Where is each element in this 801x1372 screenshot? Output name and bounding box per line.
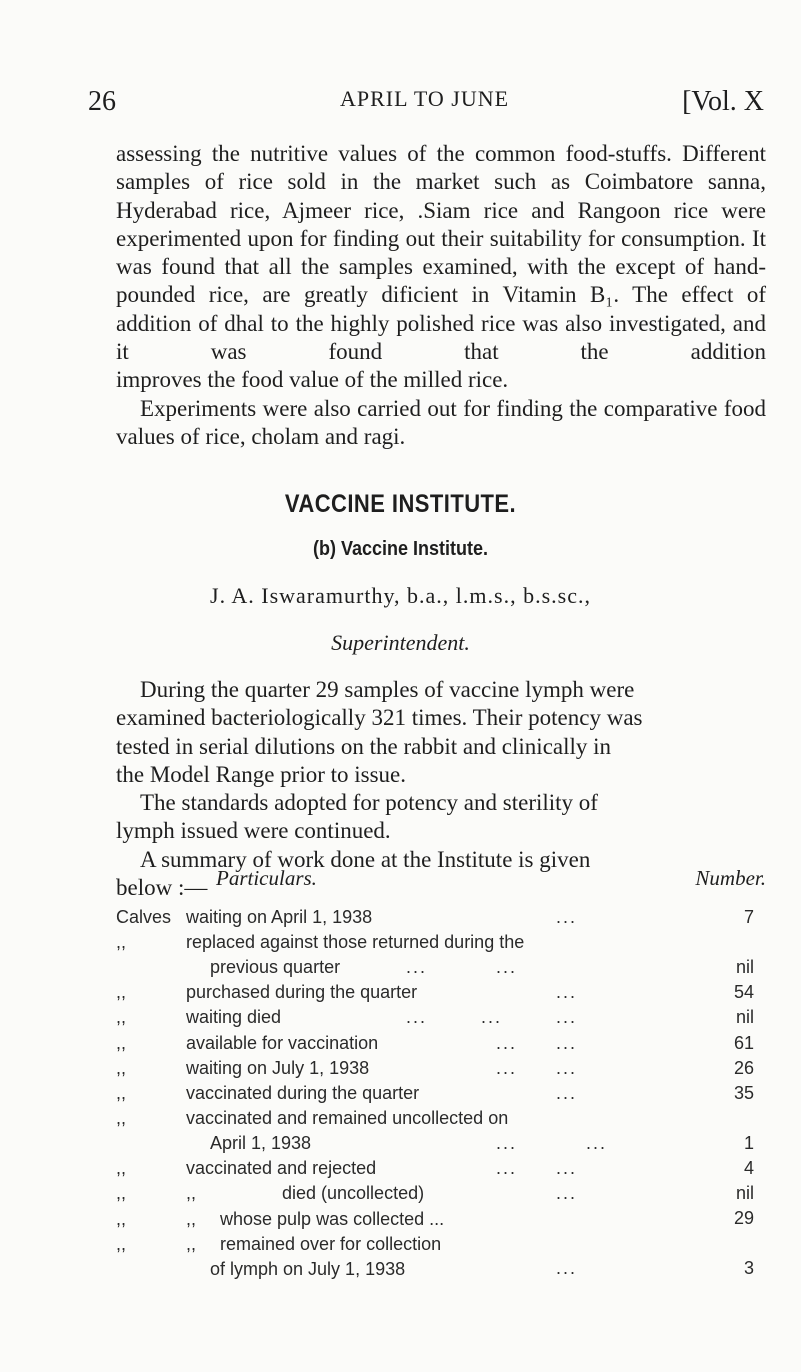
leader-dots: ...: [556, 1183, 578, 1204]
row-text: vaccinated and remained uncollected on: [186, 1108, 509, 1129]
intro-line: rice and Rangoon rice were experimented upon for finding: [116, 197, 766, 251]
leader-dots: ...: [556, 982, 578, 1003]
ditto-mark: ,,: [186, 1183, 197, 1204]
table-row: [116, 1181, 768, 1206]
leader-dots: ...: [481, 1007, 503, 1028]
ditto-mark: ,,: [186, 1208, 197, 1229]
leader-dots: ...: [556, 906, 578, 927]
row-text-continued: of lymph on July 1, 1938: [210, 1258, 406, 1279]
table-row: [116, 1081, 768, 1106]
table-row: [116, 980, 768, 1005]
running-title: APRIL TO JUNE: [340, 86, 510, 111]
table-row: [116, 1005, 768, 1030]
leader-dots: ...: [496, 1158, 518, 1179]
row-lead: Calves: [116, 907, 172, 927]
table-row: [116, 1056, 768, 1081]
number-column-header: Number.: [695, 866, 766, 890]
ditto-mark: ,,: [116, 982, 127, 1003]
row-text: waiting on April 1, 1938: [186, 907, 373, 927]
ditto-mark: ,,: [116, 1158, 127, 1179]
row-value: 29: [733, 1208, 754, 1229]
ditto-mark: ,,: [116, 1007, 127, 1028]
leader-dots: ...: [406, 956, 428, 977]
ditto-mark: ,,: [116, 1108, 127, 1129]
leader-dots: ...: [556, 1007, 578, 1028]
row-value: 4: [743, 1158, 754, 1179]
ditto-mark: ,,: [116, 1183, 127, 1204]
ditto-mark: ,,: [116, 1032, 127, 1053]
volume-label: [Vol. X: [682, 86, 764, 117]
intro-line: Different samples of rice sold in the market such as: [116, 141, 767, 195]
row-text: remained over for collection: [220, 1233, 442, 1254]
page-number: 26: [88, 86, 116, 117]
row-text: waiting on July 1, 1938: [186, 1057, 370, 1078]
table-row: [116, 1232, 768, 1282]
section-subtitle: (b) Vaccine Institute.: [312, 538, 489, 560]
row-value: 54: [733, 982, 754, 1003]
table-row: [116, 1207, 768, 1232]
leader-dots: ...: [496, 1032, 518, 1053]
row-text: purchased during the quarter: [186, 982, 418, 1003]
intro-line: Experiments were also carried out for finding the: [140, 395, 598, 421]
row-value: nil: [735, 1007, 754, 1028]
author-line: J. A. Iswaramurthy, b.a., l.m.s., b.s.sc.,: [210, 583, 591, 608]
row-text: whose pulp was collected ...: [220, 1208, 445, 1229]
body-line: The standards adopted for potency and sterility of: [140, 790, 598, 816]
body-line: During the quarter 29 samples of vaccine lymph were: [140, 677, 635, 702]
table-row: [116, 930, 768, 980]
summary-table: [116, 905, 768, 1282]
leader-dots: ...: [556, 1258, 578, 1279]
table-row: [116, 1106, 768, 1156]
ditto-mark: ,,: [116, 1082, 127, 1103]
particulars-column-header: Particulars.: [216, 866, 317, 890]
row-text: vaccinated and rejected: [186, 1158, 377, 1179]
table-row: [116, 905, 768, 930]
body-line: lymph issued were continued.: [116, 818, 391, 844]
section-title: VACCINE INSTITUTE.: [284, 490, 517, 518]
leader-dots: ...: [556, 1032, 578, 1053]
intro-line: out their suitability for consumption. It was found that: [116, 225, 766, 280]
intro-line: effect of addition of dhal to the highly polished rice was: [116, 282, 766, 336]
row-value: nil: [735, 1183, 754, 1204]
body-line: the Model Range prior to issue.: [116, 761, 407, 787]
ditto-mark: ,,: [116, 932, 127, 953]
leader-dots: ...: [496, 1132, 518, 1153]
row-value: nil: [735, 956, 754, 977]
row-text: available for vaccination: [186, 1032, 379, 1053]
body-line: tested in serial dilutions on the rabbit and clinically in: [116, 733, 612, 759]
row-text-continued: previous quarter: [210, 957, 341, 978]
row-value: 3: [743, 1258, 754, 1279]
intro-line: comparative food values of rice, cholam and ragi.: [116, 395, 767, 449]
row-text: waiting died: [186, 1007, 282, 1028]
row-value: 26: [733, 1057, 754, 1078]
intro-line: Coimbatore sanna, Hyderabad rice, Ajmeer rice, .Siam: [116, 169, 766, 223]
leader-dots: ...: [556, 1082, 578, 1103]
intro-line: improves the food value of the milled rice.: [116, 367, 509, 393]
row-text: died (uncollected): [282, 1183, 425, 1204]
row-text: replaced against those returned during the: [186, 932, 525, 953]
leader-dots: ...: [556, 1057, 578, 1078]
row-value: 7: [743, 906, 754, 927]
table-header: [116, 866, 766, 896]
row-value: 35: [733, 1082, 754, 1103]
table-row: [116, 1156, 768, 1181]
author-role: Superintendent.: [331, 630, 470, 655]
intro-line: pounded rice, are greatly dificient in Vitamin B₁. The: [116, 282, 668, 308]
page-header: [88, 86, 764, 126]
leader-dots: ...: [496, 956, 518, 977]
body-line: examined bacteriologically 321 times. Their potency was: [116, 705, 643, 731]
intro-line: assessing the nutritive values of the common food-stuffs.: [116, 141, 672, 166]
body-line: A summary of work done at the Institute is given: [140, 846, 591, 872]
row-text: vaccinated during the quarter: [186, 1082, 420, 1103]
leader-dots: ...: [586, 1132, 608, 1153]
leader-dots: ...: [496, 1057, 518, 1078]
intro-line: all the samples examined, with the except of hand-: [268, 254, 767, 280]
leader-dots: ...: [556, 1158, 578, 1179]
ditto-mark: ,,: [116, 1233, 127, 1254]
table-row: [116, 1031, 768, 1056]
leader-dots: ...: [406, 1007, 428, 1028]
intro-paragraph: [116, 140, 766, 451]
intro-line: also investigated, and it was found that the addition: [116, 310, 766, 365]
ditto-mark: ,,: [186, 1233, 197, 1254]
row-value: 61: [733, 1032, 754, 1053]
ditto-mark: ,,: [116, 1057, 127, 1078]
ditto-mark: ,,: [116, 1208, 127, 1229]
row-value: 1: [743, 1132, 754, 1153]
body-line: below :—: [116, 875, 208, 901]
row-text-continued: April 1, 1938: [210, 1133, 312, 1154]
